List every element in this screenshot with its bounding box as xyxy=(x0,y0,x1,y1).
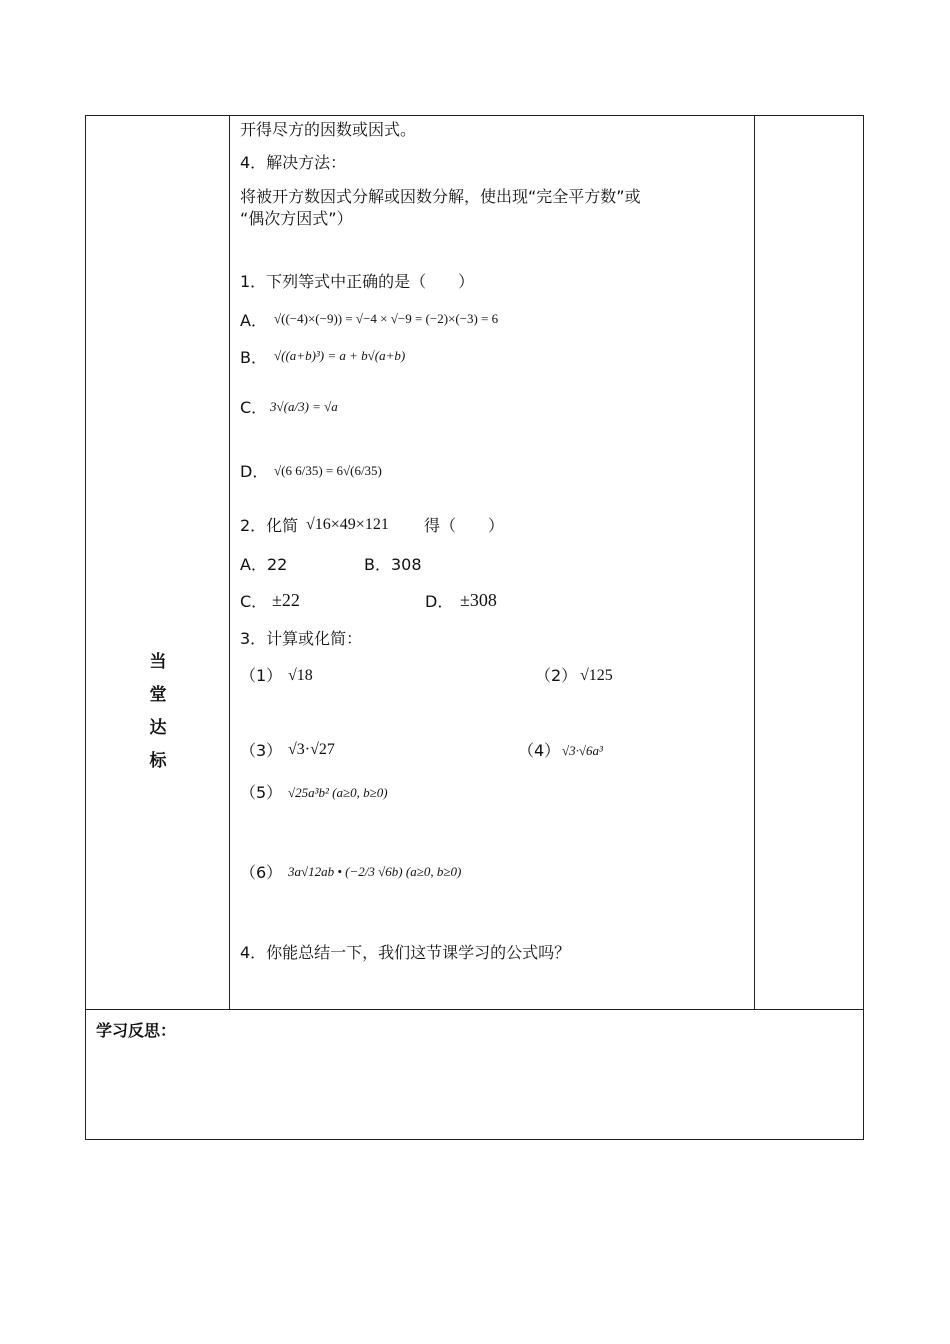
q1-option-a-expr: √((−4)×(−9)) = √−4 × √−9 = (−2)×(−3) = 6 xyxy=(274,311,499,326)
q2-option-b: B．308 xyxy=(364,555,422,574)
intro-line-4: “偶次方因式”） xyxy=(240,209,353,228)
q1-option-c-label: C． xyxy=(240,398,268,417)
q2-option-a: A．22 xyxy=(240,555,288,574)
q3-item-3-expr: √3·√27 xyxy=(288,741,335,758)
q1-option-b-expr: √((a+b)³) = a + b√(a+b) xyxy=(274,348,406,363)
q1-option-d-label: D． xyxy=(240,462,269,481)
section-label-char: 达 xyxy=(149,718,167,738)
q3-item-4-label: （4） xyxy=(518,741,561,760)
q2-option-d-label: D． xyxy=(425,592,454,611)
q2-option-c-value: ±22 xyxy=(272,590,300,610)
q3-item-6-label: （6） xyxy=(240,863,283,882)
intro-line-2: 4．解决方法： xyxy=(240,153,347,172)
q3-item-1-label: （1） xyxy=(240,666,283,685)
q3-item-5-expr: √25a³b² (a≥0, b≥0) xyxy=(288,785,388,800)
row-divider xyxy=(86,1009,863,1010)
q3-stem: 3．计算或化简： xyxy=(240,629,363,648)
section-label-char: 当 xyxy=(149,652,167,672)
intro-line-1: 开得尽方的因数或因式。 xyxy=(240,120,417,139)
section-label-char: 堂 xyxy=(149,685,167,705)
q1-stem: 1．下列等式中正确的是（ ） xyxy=(240,272,475,291)
intro-line-3: 将被开方数因式分解或因数分解，使出现“完全平方数”或 xyxy=(240,187,641,206)
q1-option-a-label: A． xyxy=(240,311,267,330)
q3-item-5-label: （5） xyxy=(240,783,283,802)
q3-item-3-label: （3） xyxy=(240,741,283,760)
column-divider-left xyxy=(229,116,230,1009)
q1-option-b-label: B． xyxy=(240,348,267,367)
q2-option-c-label: C． xyxy=(240,592,268,611)
table-frame xyxy=(85,115,864,1140)
q3-item-4-expr: √3·√6a³ xyxy=(562,743,603,758)
q2-expression: √16×49×121 xyxy=(306,516,389,533)
q1-option-c-expr: 3√(a/3) = √a xyxy=(270,399,338,414)
q2-option-d-value: ±308 xyxy=(460,590,497,610)
q1-option-d-expr: √(6 6/35) = 6√(6/35) xyxy=(274,463,382,478)
q3-item-6-expr: 3a√12ab • (−2/3 √6b) (a≥0, b≥0) xyxy=(288,864,462,879)
q3-item-1-expr: √18 xyxy=(288,667,313,684)
reflection-label: 学习反思： xyxy=(96,1021,177,1040)
column-divider-right xyxy=(754,116,755,1009)
section-label xyxy=(146,646,170,778)
section-label-char: 标 xyxy=(149,751,167,771)
q3-item-2-expr: √125 xyxy=(580,667,613,684)
q2-stem-prefix: 2．化简 xyxy=(240,516,299,535)
q4-stem: 4．你能总结一下，我们这节课学习的公式吗？ xyxy=(240,943,571,962)
q2-stem-suffix: 得（ ） xyxy=(424,516,505,535)
q3-item-2-label: （2） xyxy=(535,666,578,685)
